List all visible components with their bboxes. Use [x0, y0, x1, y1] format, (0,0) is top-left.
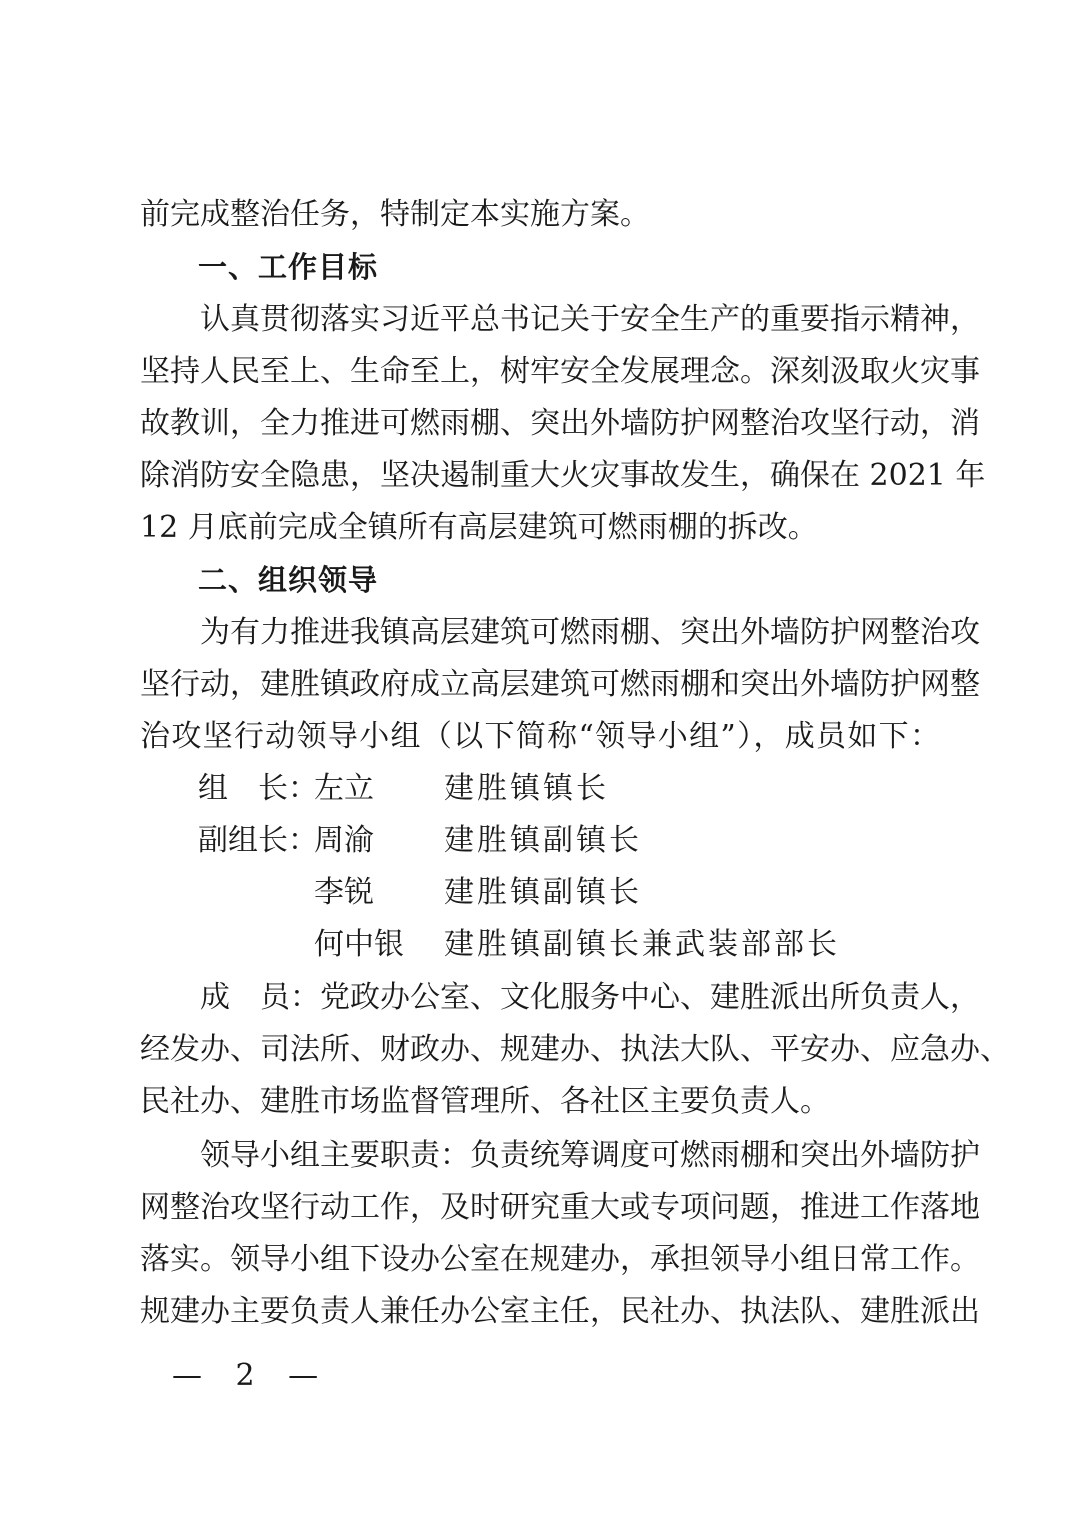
member-title: 建胜镇副镇长	[444, 823, 642, 858]
intro-tail-line: 前完成整治任务，特制定本实施方案。	[140, 197, 650, 232]
paragraph-line: 网整治攻坚行动工作，及时研究重大或专项问题，推进工作落地	[140, 1190, 980, 1225]
paragraph-line: 坚行动，建胜镇政府成立高层建筑可燃雨棚和突出外墙防护网整	[140, 667, 980, 702]
section-heading-organization: 二、组织领导	[198, 563, 379, 597]
page-number: — 2 —	[172, 1358, 331, 1393]
member-title: 建胜镇副镇长	[444, 875, 642, 910]
member-role: 副组长：	[198, 823, 318, 858]
paragraph-line: 认真贯彻落实习近平总书记关于安全生产的重要指示精神，	[200, 302, 980, 337]
paragraph-line: 治攻坚行动领导小组（以下简称“领导小组”），成员如下：	[140, 719, 940, 754]
paragraph-line: 民社办、建胜市场监督管理所、各社区主要负责人。	[140, 1084, 830, 1119]
member-role: 组 长：	[198, 771, 318, 806]
member-title: 建胜镇副镇长兼武装部部长	[444, 927, 840, 962]
paragraph-line: 领导小组主要职责：负责统筹调度可燃雨棚和突出外墙防护	[200, 1138, 980, 1173]
member-name: 李锐	[314, 875, 374, 910]
paragraph-line: 坚持人民至上、生命至上，树牢安全发展理念。深刻汲取火灾事	[140, 354, 980, 389]
paragraph-line: 规建办主要负责人兼任办公室主任，民社办、执法队、建胜派出	[140, 1294, 980, 1329]
paragraph-line: 成 员：党政办公室、文化服务中心、建胜派出所负责人，	[200, 980, 980, 1015]
section-heading-work-goals: 一、工作目标	[198, 250, 379, 284]
member-name: 左立	[314, 771, 374, 806]
paragraph-line: 为有力推进我镇高层建筑可燃雨棚、突出外墙防护网整治攻	[200, 615, 980, 650]
paragraph-line: 经发办、司法所、财政办、规建办、执法大队、平安办、应急办、	[140, 1032, 1010, 1067]
paragraph-line: 除消防安全隐患，坚决遏制重大火灾事故发生，确保在 2021 年	[140, 458, 986, 493]
member-title: 建胜镇镇长	[444, 771, 609, 806]
paragraph-line: 故教训，全力推进可燃雨棚、突出外墙防护网整治攻坚行动，消	[140, 406, 980, 441]
member-name: 何中银	[314, 927, 404, 962]
member-name: 周渝	[314, 823, 374, 858]
paragraph-line: 12 月底前完成全镇所有高层建筑可燃雨棚的拆改。	[140, 510, 818, 545]
paragraph-line: 落实。领导小组下设办公室在规建办，承担领导小组日常工作。	[140, 1242, 980, 1277]
